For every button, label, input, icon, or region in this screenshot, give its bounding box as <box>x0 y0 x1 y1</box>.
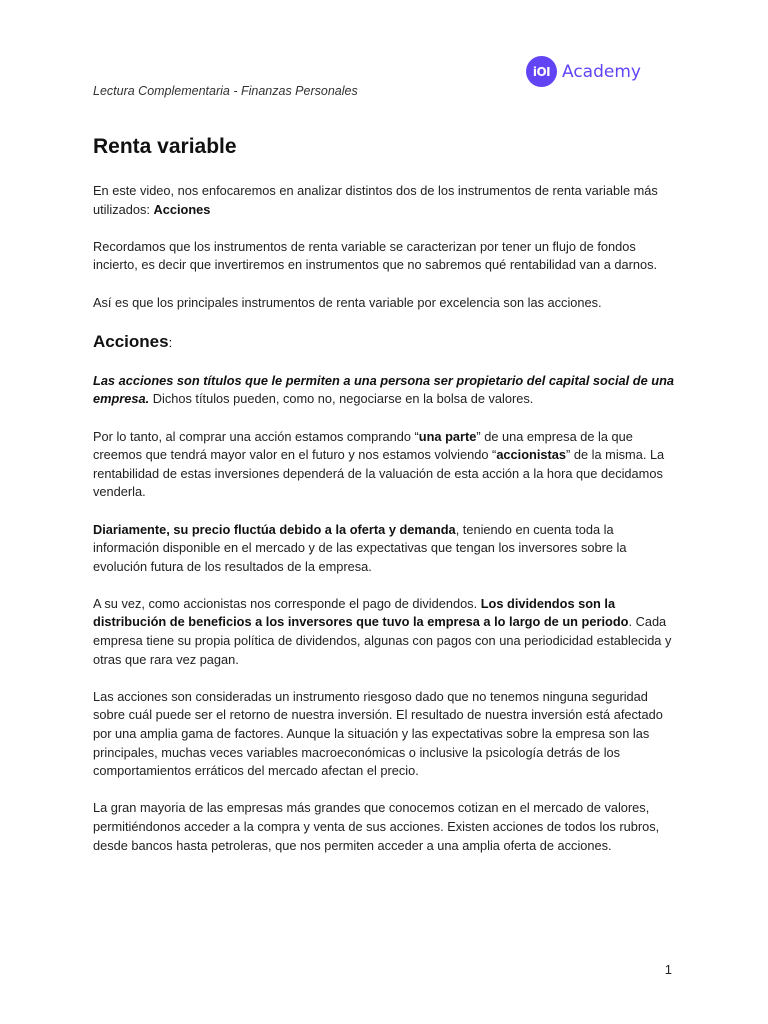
logo-badge-icon: iOI <box>526 56 557 87</box>
definition-paragraph: Recordamos que los instrumentos de renta variable se caracterizan por tener un flujo de fondos incierto, es decir que invertiremos en instrumentos que no sabremos qué rentabilidad van a darnos. <box>93 238 658 273</box>
section-heading-text: Acciones <box>93 331 169 351</box>
compra-text-a: Por lo tanto, al comprar una acción estamos comprando “ <box>93 428 419 444</box>
dividendos-bold: Los dividendos son la distribución de beneficios a los inversores que tuvo la empresa a lo largo de un periodo <box>93 595 629 630</box>
compra-bold-parte: una parte <box>418 428 477 444</box>
summary-paragraph: Así es que los principales instrumentos de renta variable por excelencia son las acciones. <box>93 294 602 310</box>
precio-bold: Diariamente, su precio fluctúa debido a la oferta y demanda <box>93 521 456 537</box>
compra-text-c: ” de una empresa de la que creemos que tendrá mayor valor en el futuro y nos estamos volviendo “ <box>93 428 633 463</box>
compra-text-e: ” de la misma. La rentabilidad de estas inversiones dependerá de la valuación de esta acción a la hora que decidamos venderla. <box>93 447 665 500</box>
acciones-definition-text: Dichos títulos pueden, como no, negociarse en la bolsa de valores. <box>149 391 534 407</box>
page-number: 1 <box>664 962 672 977</box>
dividendos-text-a: A su vez, como accionistas nos corresponde el pago de dividendos. <box>93 595 481 611</box>
compra-paragraph <box>93 428 683 502</box>
acciones-definition-paragraph <box>93 372 683 409</box>
logo-text: Academy <box>562 61 641 82</box>
precio-text: , teniendo en cuenta toda la información disponible en el mercado y de las expectativas que tengan los inversores sobre la evolución futura de los resultados de la empresa. <box>93 521 627 574</box>
acciones-definition-bold: Las acciones son títulos que le permiten a una persona ser propietario del capital social de una empresa. <box>93 372 675 407</box>
document-body <box>93 134 683 874</box>
mercado-paragraph: La gran mayoria de las empresas más grandes que conocemos cotizan en el mercado de valores, permitiéndonos acceder a la compra y venta de sus acciones. Existen acciones de todos los rubros, desde bancos hasta petroleras, que nos permiten acceder a una amplia oferta de acciones. <box>93 800 660 853</box>
section-heading <box>93 331 683 354</box>
page-title: Renta variable <box>93 135 237 158</box>
dividendos-paragraph <box>93 595 683 669</box>
dividendos-text-c: . Cada empresa tiene su propia política de dividendos, algunas con pagos con una periodicidad establecida y otras que rara vez pagan. <box>93 614 672 667</box>
intro-text: En este video, nos enfocaremos en analizar distintos dos de los instrumentos de renta variable más utilizados: <box>93 183 658 217</box>
intro-bold: Acciones <box>153 201 211 217</box>
section-heading-colon: : <box>168 334 173 350</box>
document-header: Lectura Complementaria - Finanzas Personales <box>93 84 358 98</box>
riesgo-paragraph: Las acciones son consideradas un instrumento riesgoso dado que no tenemos ninguna seguridad sobre cuál puede ser el retorno de nuestra inversión. El resultado de nuestra inversión está afectado por una amplia gama de factores. Aunque la situación y las expectativas sobre la empresa son las principales, muchas veces variables macroeconómicas o inclusive la psicología detrás de los comportamientos erráticos del mercado afectan el precio. <box>93 688 663 779</box>
compra-bold-accionistas: accionistas <box>496 447 567 463</box>
precio-paragraph <box>93 521 683 577</box>
academy-logo <box>526 56 641 87</box>
intro-paragraph <box>93 182 683 219</box>
